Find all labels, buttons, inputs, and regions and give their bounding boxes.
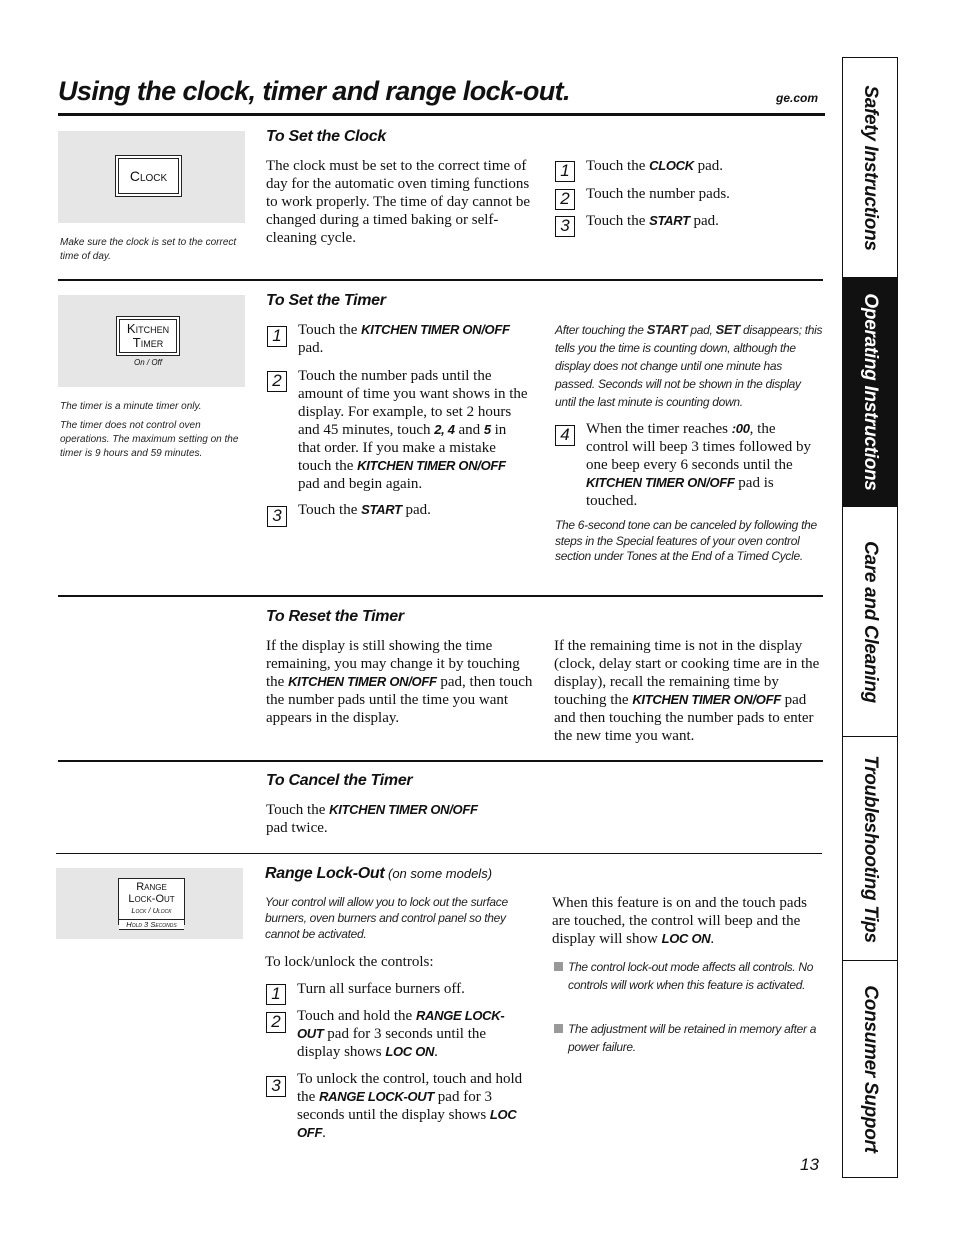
lockout-step-1-number: 1 — [266, 984, 286, 1005]
clock-step-2-number: 2 — [555, 189, 575, 210]
timer-caption-2: The timer does not control oven operations. The maximum setting on the timer is 9 hours and 59 minutes. — [60, 420, 239, 459]
range-lockout-pad-line3: Lock / Ulock — [131, 906, 172, 915]
clock-step-3: Touch the START pad. — [586, 213, 719, 229]
range-lockout-hold-label: Hold 3 Seconds — [119, 919, 184, 930]
timer-step-1: Touch the KITCHEN TIMER ON/OFF pad. — [298, 322, 510, 356]
tab-troubleshooting-tips[interactable]: Troubleshooting Tips — [843, 737, 897, 961]
section-divider — [56, 853, 822, 854]
lockout-right-text: When this feature is on and the touch pads are touched, the control will beep and the display will show LOC ON. — [552, 895, 807, 947]
lockout-step-2-number: 2 — [266, 1012, 286, 1033]
timer-step-3: Touch the START pad. — [298, 502, 431, 518]
timer-step-3-number: 3 — [267, 506, 287, 527]
title-rule — [58, 113, 825, 116]
clock-caption: Make sure the clock is set to the correct time of day. — [60, 237, 237, 262]
lockout-step-1: Turn all surface burners off. — [297, 981, 465, 997]
cancel-text: Touch the KITCHEN TIMER ON/OFF pad twice. — [266, 802, 478, 836]
timer-note-1: After touching the START pad, SET disappears; this tells you the time is counting down, although the display does not change until one minute has passed. Seconds will not be shown in the display until the last minute is counting down. — [555, 322, 823, 409]
reset-heading: To Reset the Timer — [266, 608, 404, 625]
reset-right-text: If the remaining time is not in the display (clock, delay start or cooking time are in the display), recall the remaining time by touching the KITCHEN TIMER ON/OFF pad and then touching the number pads to enter the new time you want. — [554, 638, 820, 744]
cancel-heading: To Cancel the Timer — [266, 772, 413, 789]
lockout-lead: To lock/unlock the controls: — [265, 954, 434, 970]
lockout-pad-panel — [56, 868, 243, 939]
range-lockout-pad-line1: Range — [136, 881, 167, 893]
clock-step-1: Touch the CLOCK pad. — [586, 158, 723, 174]
timer-caption-1: The timer is a minute timer only. — [60, 401, 202, 412]
kitchen-timer-pad-sub: On / Off — [133, 358, 162, 367]
lockout-intro: Your control will allow you to lock out the surface burners, oven burners and control panel so they cannot be activated. — [265, 895, 508, 941]
tab-care-and-cleaning[interactable]: Care and Cleaning — [843, 507, 897, 737]
lockout-step-3-number: 3 — [266, 1076, 286, 1097]
page-number: 13 — [800, 1155, 819, 1174]
clock-step-3-number: 3 — [555, 216, 575, 237]
clock-pad — [115, 155, 182, 197]
timer-pad-panel — [58, 295, 245, 387]
clock-step-2: Touch the number pads. — [586, 186, 730, 202]
range-lockout-pad — [118, 878, 185, 925]
section-divider — [58, 760, 823, 762]
timer-step-1-number: 1 — [267, 326, 287, 347]
site-url[interactable]: ge.com — [776, 91, 819, 105]
reset-left-text: If the display is still showing the time remaining, you may change it by touching the KITCHEN TIMER ON/OFF pad, then touch the number pads until the time you want appears in the display. — [266, 638, 533, 726]
timer-note-2: The 6-second tone can be canceled by following the steps in the Special features of your oven control section under Tones at the End of a Timed Cycle. — [555, 518, 817, 563]
section-divider — [58, 279, 823, 281]
timer-step-2-number: 2 — [267, 371, 287, 392]
lockout-heading: Range Lock-Out (on some models) — [265, 865, 493, 882]
lockout-bullet-2: The adjustment will be retained in memory after a power failure. — [554, 1020, 822, 1056]
tab-safety-instructions[interactable]: Safety Instructions — [843, 58, 897, 278]
square-bullet-icon — [554, 1024, 563, 1033]
clock-pad-panel — [58, 131, 245, 223]
timer-heading: To Set the Timer — [266, 292, 386, 309]
timer-step-4-number: 4 — [555, 425, 575, 446]
square-bullet-icon — [554, 962, 563, 971]
lockout-step-3: To unlock the control, touch and hold the RANGE LOCK-OUT pad for 3 seconds until the display shows LOC OFF. — [297, 1071, 523, 1141]
section-sidebar — [842, 57, 898, 1178]
kitchen-timer-pad — [116, 316, 180, 356]
timer-step-2: Touch the number pads until the amount of time you want shows in the display. For example, to set 2 hours and 45 minutes, touch 2, 4 and 5 in that order. If you make a mistake touch the KITCHEN TIMER ON/OFF pad and begin again. — [298, 368, 528, 492]
clock-pad-label: Clock — [129, 168, 168, 184]
page-title: Using the clock, timer and range lock-out. — [58, 76, 570, 106]
range-lockout-pad-line2: Lock-Out — [128, 893, 175, 905]
clock-intro: The clock must be set to the correct time of day for the automatic oven timing functions to work properly. The time of day cannot be changed during a timed baking or self-cleaning cycle. — [266, 158, 531, 246]
section-divider — [58, 595, 823, 597]
tab-consumer-support[interactable]: Consumer Support — [860, 985, 881, 1153]
kitchen-timer-pad-line1: Kitchen — [126, 321, 170, 336]
kitchen-timer-pad-line2: Timer — [132, 335, 164, 350]
clock-step-1-number: 1 — [555, 161, 575, 182]
tab-operating-instructions[interactable]: Operating Instructions — [843, 278, 897, 507]
lockout-step-2: Touch and hold the RANGE LOCK-OUT pad for 3 seconds until the display shows LOC ON. — [297, 1008, 505, 1060]
lockout-bullet-1: The control lock-out mode affects all controls. No controls will work when this feature is activated. — [554, 958, 822, 994]
timer-step-4: When the timer reaches :00, the control will beep 3 times followed by one beep every 6 seconds until the KITCHEN TIMER ON/OFF pad is touched. — [586, 421, 811, 509]
clock-heading: To Set the Clock — [266, 128, 386, 145]
